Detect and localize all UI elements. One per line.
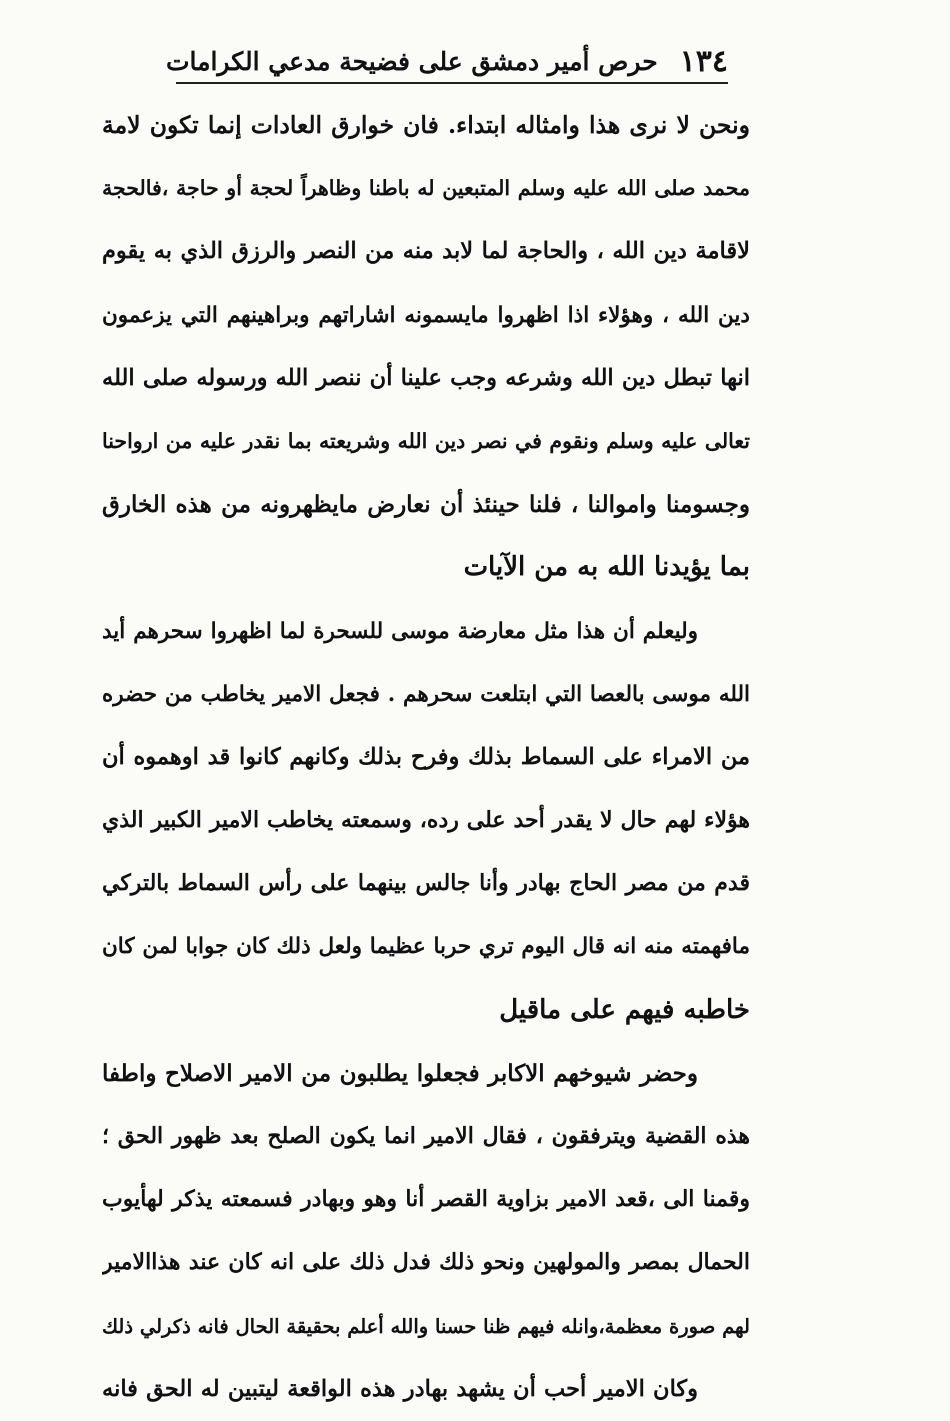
text-line: الحمال بمصر والمولهين ونحو ذلك فدل ذلك على انه كان عند هذاالامير xyxy=(102,1249,750,1276)
text-line: وجسومنا واموالنا ، فلنا حينئذ أن نعارض مايظهرونه من هذه الخارق xyxy=(102,491,750,519)
page-number: ١٣٤ xyxy=(679,44,728,79)
text-line: محمد صلى الله عليه وسلم المتبعين له باطنا وظاهراً لحجة أو حاجة ،فالحجة xyxy=(102,176,750,201)
text-line: دين الله ، وهؤلاء اذا اظهروا مايسمونه اشاراتهم وبراهينهم التي يزعمون xyxy=(102,302,750,328)
text-line: الله موسى بالعصا التي ابتلعت سحرهم . فجعل الامير يخاطب من حضره xyxy=(102,681,750,707)
text-line: وليعلم أن هذا مثل معارضة موسى للسحرة لما اظهروا سحرهم أيد xyxy=(102,618,698,644)
paragraph xyxy=(102,1042,750,1421)
text-line: وحضر شيوخهم الاكابر فجعلوا يطلبون من الامير الاصلاح واطفا xyxy=(102,1059,698,1087)
text-line: قدم من مصر الحاج بهادر وأنا جالس بينهما على رأس السماط بالتركي xyxy=(102,870,750,897)
text-line: انها تبطل دين الله وشرعه وجب علينا أن ننصر الله ورسوله صلى الله xyxy=(102,364,750,391)
text-line: بما يؤيدنا الله به من الآيات xyxy=(463,552,750,583)
paragraph xyxy=(102,600,750,1042)
paragraph xyxy=(102,94,750,600)
body-text xyxy=(102,94,750,1421)
text-line: تعالى عليه وسلم ونقوم في نصر دين الله وشريعته بما نقدر عليه من ارواحنا xyxy=(102,428,750,453)
text-line: ونحن لا نرى هذا وامثاله ابتداء. فان خوارق العادات إنما تكون لامة xyxy=(102,111,750,139)
text-line: وكان الامير أحب أن يشهد بهادر هذه الواقعة ليتبين له الحق فانه xyxy=(102,1375,698,1402)
page-header xyxy=(165,38,728,84)
text-line: خاطبه فيهم على ماقيل xyxy=(499,994,750,1025)
running-title: حرص أمير دمشق على فضيحة مدعي الكرامات xyxy=(165,47,658,76)
text-line: لاقامة دين الله ، والحاجة لما لابد منه من النصر والرزق الذي به يقوم xyxy=(102,238,750,265)
text-line: هذه القضية ويترفقون ، فقال الامير انما يكون الصلح بعد ظهور الحق ؛ xyxy=(102,1123,750,1149)
text-line: مافهمته منه انه قال اليوم تري حربا عظيما ولعل ذلك كان جوابا لمن كان xyxy=(102,934,750,960)
text-line: وقمنا الى ،قعد الامير بزاوية القصر أنا وهو وبهادر فسمعته يذكر لهأيوب xyxy=(102,1186,750,1213)
text-line: لهم صورة معظمة،وانله فيهم ظنا حسنا والله أعلم بحقيقة الحال فانه ذكرلي ذلك xyxy=(102,1314,750,1338)
text-line: من الامراء على السماط بذلك وفرح بذلك وكانهم كانوا قد اوهموه أن xyxy=(102,743,750,770)
text-line: هؤلاء لهم حال لا يقدر أحد على رده، وسمعته يخاطب الامير الكبير الذي xyxy=(102,807,750,834)
